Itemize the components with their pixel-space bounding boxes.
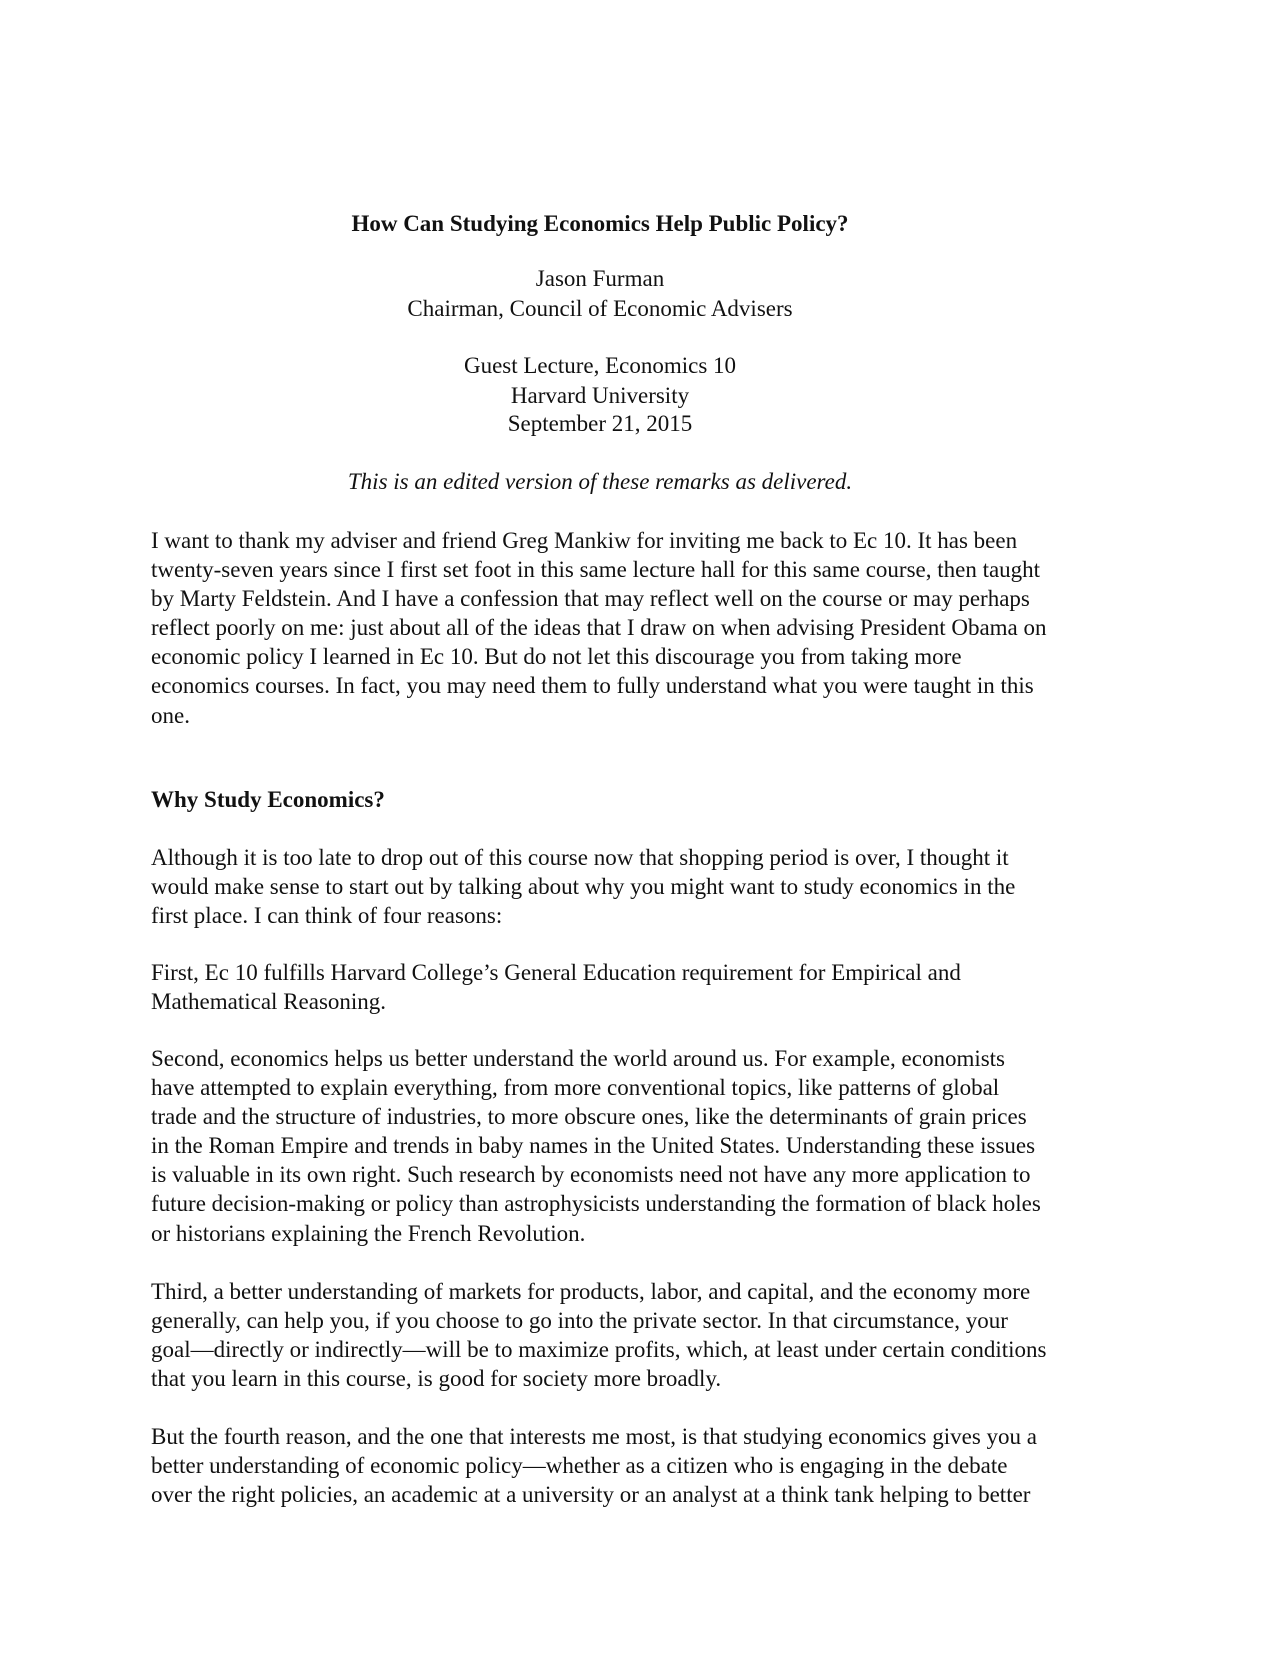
date: September 21, 2015	[507, 411, 693, 436]
paragraph-reasons: Although it is too late to drop out of this course now that shopping period is over, I thought it would make sense to start out by talking about why you might want to study economics in the first place. I can think of four reasons:	[151, 845, 1016, 929]
venue: Harvard University	[510, 383, 690, 408]
paragraph-second-reason: Second, economics helps us better understand the world around us. For example, economists have attempted to explain everything, from more conventional topics, like patterns of global trade and the structure of industries, to more obscure ones, like the determinants of grain prices in the Roman Empire and trends in baby names in the United States. Understanding these issues is valuable in its own right. Such research by economists need not have any more application to future decision-making or policy than astrophysicists understanding the formation of black holes or historians explaining the French Revolution.	[151, 1046, 1041, 1246]
document-title: How Can Studying Economics Help Public Policy?	[351, 211, 849, 236]
event-name: Guest Lecture, Economics 10	[463, 353, 737, 378]
paragraph-first-reason: First, Ec 10 fulfills Harvard College’s General Education requirement for Empirical and Mathematical Reasoning.	[151, 960, 961, 1015]
paragraph-intro: I want to thank my adviser and friend Greg Mankiw for inviting me back to Ec 10. It has been twenty-seven years since I first set foot in this same lecture hall for this same course, then taught by Marty Feldstein. And I have a confession that may reflect well on the course or may perhaps reflect poorly on me: just about all of the ideas that I draw on when advising President Obama on economic policy I learned in Ec 10. But do not let this discourage you from taking more economics courses. In fact, you may need them to fully understand what you were taught in this one.	[151, 528, 1047, 728]
edition-note: This is an edited version of these remarks as delivered.	[347, 469, 853, 494]
paragraph-fourth-reason: But the fourth reason, and the one that interests me most, is that studying economics gives you a better understanding of economic policy—whether as a citizen who is engaging in the debate over the right policies, an academic at a university or an analyst at a think tank helping to better	[151, 1424, 1037, 1508]
author-title: Chairman, Council of Economic Advisers	[407, 296, 793, 321]
author-name: Jason Furman	[535, 266, 665, 291]
section-heading: Why Study Economics?	[151, 787, 385, 812]
paragraph-third-reason: Third, a better understanding of markets for products, labor, and capital, and the economy more generally, can help you, if you choose to go into the private sector. In that circumstance, your goal—directly or indirectly—will be to maximize profits, which, at least under certain conditions that you learn in this course, is good for society more broadly.	[151, 1279, 1047, 1392]
